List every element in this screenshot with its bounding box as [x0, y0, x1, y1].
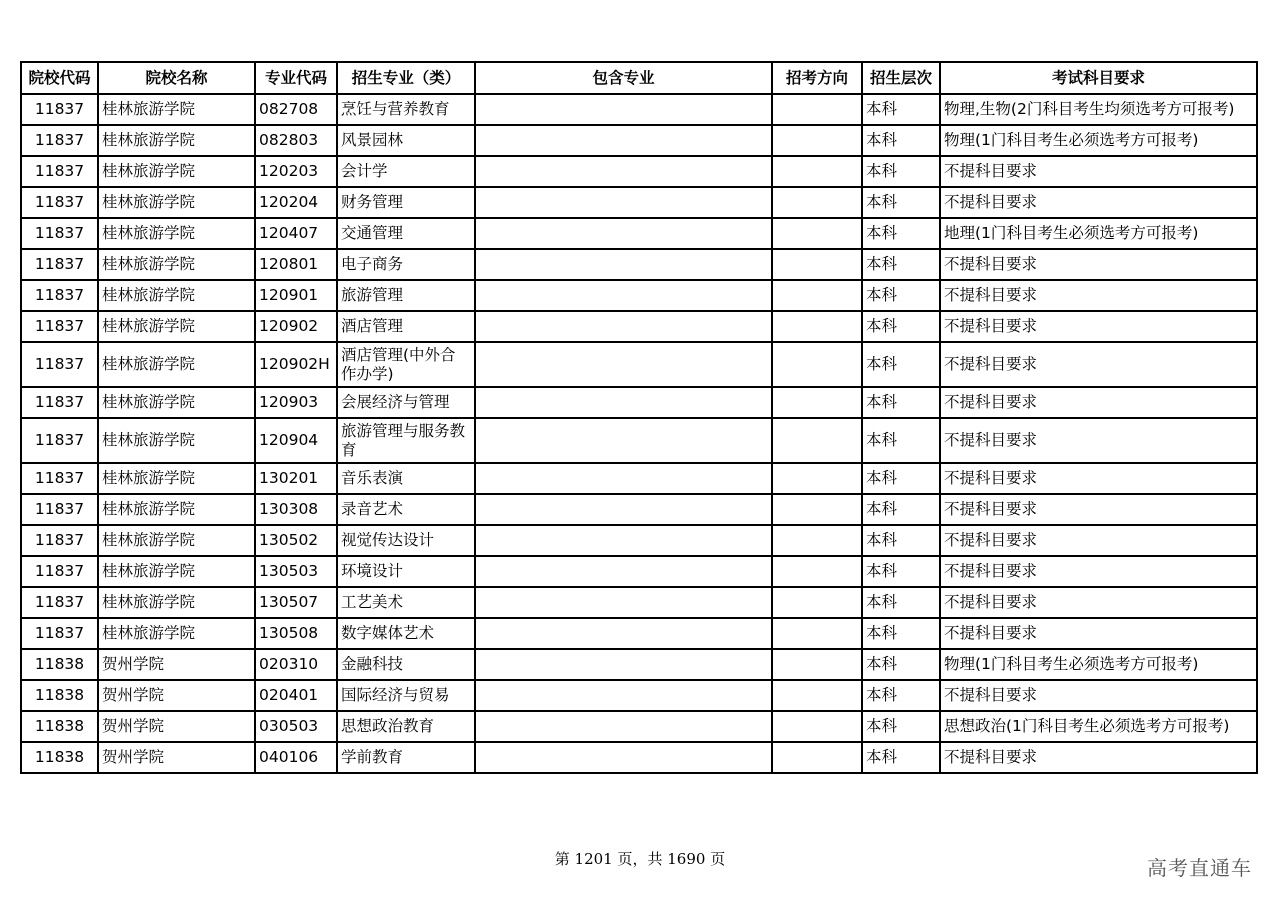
table-row	[21, 94, 1257, 125]
table-row	[21, 711, 1257, 742]
cell-direction	[772, 311, 862, 342]
cell-subject-requirements: 不提科目要求	[940, 587, 1257, 618]
cell-major: 风景园林	[337, 125, 475, 156]
cell-school-code: 11837	[21, 342, 98, 387]
cell-major-code: 020310	[255, 649, 337, 680]
cell-school-name: 贺州学院	[98, 649, 255, 680]
cell-level: 本科	[862, 311, 940, 342]
cell-included-majors	[475, 311, 772, 342]
cell-included-majors	[475, 249, 772, 280]
cell-direction	[772, 463, 862, 494]
cell-school-code: 11837	[21, 463, 98, 494]
cell-subject-requirements: 不提科目要求	[940, 387, 1257, 418]
table-row	[21, 525, 1257, 556]
header-major-code: 专业代码	[255, 62, 337, 94]
cell-direction	[772, 587, 862, 618]
cell-subject-requirements: 不提科目要求	[940, 463, 1257, 494]
cell-subject-requirements: 物理,生物(2门科目考生均须选考方可报考)	[940, 94, 1257, 125]
table-header-row	[21, 62, 1257, 94]
cell-level: 本科	[862, 618, 940, 649]
cell-included-majors	[475, 125, 772, 156]
cell-subject-requirements: 不提科目要求	[940, 249, 1257, 280]
header-level: 招生层次	[862, 62, 940, 94]
cell-level: 本科	[862, 680, 940, 711]
cell-school-name: 贺州学院	[98, 742, 255, 773]
cell-major-code: 130201	[255, 463, 337, 494]
cell-major: 旅游管理与服务教育	[337, 418, 475, 463]
table-row	[21, 463, 1257, 494]
cell-level: 本科	[862, 494, 940, 525]
cell-school-name: 桂林旅游学院	[98, 311, 255, 342]
cell-direction	[772, 387, 862, 418]
cell-included-majors	[475, 94, 772, 125]
cell-major: 旅游管理	[337, 280, 475, 311]
cell-major: 音乐表演	[337, 463, 475, 494]
cell-level: 本科	[862, 742, 940, 773]
cell-included-majors	[475, 280, 772, 311]
cell-level: 本科	[862, 249, 940, 280]
cell-school-code: 11837	[21, 418, 98, 463]
cell-major: 金融科技	[337, 649, 475, 680]
header-school-code: 院校代码	[21, 62, 98, 94]
cell-school-code: 11838	[21, 711, 98, 742]
cell-included-majors	[475, 463, 772, 494]
cell-school-code: 11837	[21, 556, 98, 587]
cell-included-majors	[475, 556, 772, 587]
cell-major: 数字媒体艺术	[337, 618, 475, 649]
cell-school-name: 桂林旅游学院	[98, 525, 255, 556]
cell-major-code: 120902	[255, 311, 337, 342]
cell-direction	[772, 125, 862, 156]
cell-major: 财务管理	[337, 187, 475, 218]
cell-major-code: 120801	[255, 249, 337, 280]
table-row	[21, 187, 1257, 218]
cell-major: 工艺美术	[337, 587, 475, 618]
cell-major: 录音艺术	[337, 494, 475, 525]
cell-direction	[772, 742, 862, 773]
cell-included-majors	[475, 649, 772, 680]
cell-level: 本科	[862, 525, 940, 556]
cell-included-majors	[475, 387, 772, 418]
cell-major-code: 120903	[255, 387, 337, 418]
table-row	[21, 587, 1257, 618]
cell-direction	[772, 218, 862, 249]
cell-included-majors	[475, 494, 772, 525]
cell-school-code: 11837	[21, 280, 98, 311]
cell-major-code: 130507	[255, 587, 337, 618]
cell-direction	[772, 156, 862, 187]
cell-school-code: 11837	[21, 94, 98, 125]
cell-direction	[772, 680, 862, 711]
cell-level: 本科	[862, 342, 940, 387]
cell-major: 思想政治教育	[337, 711, 475, 742]
cell-subject-requirements: 不提科目要求	[940, 742, 1257, 773]
table-row	[21, 556, 1257, 587]
cell-school-name: 贺州学院	[98, 711, 255, 742]
cell-school-code: 11837	[21, 249, 98, 280]
cell-direction	[772, 342, 862, 387]
cell-major: 交通管理	[337, 218, 475, 249]
cell-major: 国际经济与贸易	[337, 680, 475, 711]
cell-major: 会展经济与管理	[337, 387, 475, 418]
cell-subject-requirements: 不提科目要求	[940, 418, 1257, 463]
cell-direction	[772, 556, 862, 587]
cell-school-code: 11837	[21, 125, 98, 156]
cell-school-name: 桂林旅游学院	[98, 387, 255, 418]
header-school-name: 院校名称	[98, 62, 255, 94]
cell-major-code: 130502	[255, 525, 337, 556]
cell-included-majors	[475, 618, 772, 649]
cell-school-name: 桂林旅游学院	[98, 187, 255, 218]
cell-school-code: 11837	[21, 525, 98, 556]
cell-major-code: 040106	[255, 742, 337, 773]
cell-major-code: 130508	[255, 618, 337, 649]
cell-subject-requirements: 不提科目要求	[940, 280, 1257, 311]
cell-subject-requirements: 不提科目要求	[940, 311, 1257, 342]
cell-direction	[772, 94, 862, 125]
cell-included-majors	[475, 680, 772, 711]
cell-major-code: 120901	[255, 280, 337, 311]
cell-level: 本科	[862, 156, 940, 187]
cell-level: 本科	[862, 125, 940, 156]
cell-major-code: 020401	[255, 680, 337, 711]
table-row	[21, 249, 1257, 280]
cell-level: 本科	[862, 218, 940, 249]
cell-major-code: 082803	[255, 125, 337, 156]
cell-major-code: 120902H	[255, 342, 337, 387]
cell-major: 烹饪与营养教育	[337, 94, 475, 125]
cell-level: 本科	[862, 94, 940, 125]
table-row	[21, 218, 1257, 249]
cell-school-code: 11837	[21, 311, 98, 342]
cell-major-code: 082708	[255, 94, 337, 125]
cell-included-majors	[475, 525, 772, 556]
cell-major-code: 120407	[255, 218, 337, 249]
cell-school-code: 11838	[21, 649, 98, 680]
cell-subject-requirements: 思想政治(1门科目考生必须选考方可报考)	[940, 711, 1257, 742]
cell-subject-requirements: 物理(1门科目考生必须选考方可报考)	[940, 125, 1257, 156]
cell-major-code: 120904	[255, 418, 337, 463]
cell-school-name: 桂林旅游学院	[98, 94, 255, 125]
cell-school-name: 桂林旅游学院	[98, 249, 255, 280]
table-row	[21, 418, 1257, 463]
cell-level: 本科	[862, 418, 940, 463]
cell-major-code: 120203	[255, 156, 337, 187]
cell-included-majors	[475, 587, 772, 618]
cell-school-name: 桂林旅游学院	[98, 463, 255, 494]
cell-school-code: 11837	[21, 387, 98, 418]
cell-school-name: 桂林旅游学院	[98, 587, 255, 618]
cell-direction	[772, 249, 862, 280]
cell-level: 本科	[862, 463, 940, 494]
header-included-majors: 包含专业	[475, 62, 772, 94]
cell-subject-requirements: 不提科目要求	[940, 494, 1257, 525]
cell-included-majors	[475, 742, 772, 773]
cell-major: 电子商务	[337, 249, 475, 280]
cell-level: 本科	[862, 587, 940, 618]
table-row	[21, 494, 1257, 525]
page-number: 第 1201 页，共 1690 页	[554, 850, 726, 868]
cell-included-majors	[475, 342, 772, 387]
cell-level: 本科	[862, 387, 940, 418]
cell-included-majors	[475, 418, 772, 463]
table-row	[21, 680, 1257, 711]
cell-level: 本科	[862, 711, 940, 742]
cell-included-majors	[475, 156, 772, 187]
cell-direction	[772, 711, 862, 742]
cell-school-code: 11838	[21, 680, 98, 711]
cell-school-code: 11838	[21, 742, 98, 773]
cell-level: 本科	[862, 649, 940, 680]
cell-major-code: 130308	[255, 494, 337, 525]
cell-direction	[772, 418, 862, 463]
table-row	[21, 649, 1257, 680]
table-row	[21, 311, 1257, 342]
cell-level: 本科	[862, 280, 940, 311]
table-row	[21, 387, 1257, 418]
cell-school-name: 桂林旅游学院	[98, 618, 255, 649]
cell-major: 酒店管理	[337, 311, 475, 342]
cell-subject-requirements: 不提科目要求	[940, 156, 1257, 187]
cell-direction	[772, 494, 862, 525]
cell-direction	[772, 649, 862, 680]
header-direction: 招考方向	[772, 62, 862, 94]
cell-subject-requirements: 不提科目要求	[940, 525, 1257, 556]
cell-school-name: 桂林旅游学院	[98, 418, 255, 463]
cell-school-name: 桂林旅游学院	[98, 218, 255, 249]
cell-school-code: 11837	[21, 218, 98, 249]
cell-major-code: 120204	[255, 187, 337, 218]
header-subject-requirements: 考试科目要求	[940, 62, 1257, 94]
cell-major-code: 030503	[255, 711, 337, 742]
table-row	[21, 156, 1257, 187]
cell-subject-requirements: 地理(1门科目考生必须选考方可报考)	[940, 218, 1257, 249]
table-row	[21, 280, 1257, 311]
cell-level: 本科	[862, 187, 940, 218]
cell-level: 本科	[862, 556, 940, 587]
cell-major: 酒店管理(中外合作办学)	[337, 342, 475, 387]
table-row	[21, 618, 1257, 649]
cell-subject-requirements: 不提科目要求	[940, 618, 1257, 649]
cell-school-code: 11837	[21, 494, 98, 525]
cell-included-majors	[475, 711, 772, 742]
admissions-table	[20, 61, 1258, 774]
cell-included-majors	[475, 218, 772, 249]
table-row	[21, 742, 1257, 773]
cell-school-code: 11837	[21, 618, 98, 649]
cell-major: 环境设计	[337, 556, 475, 587]
table-row	[21, 125, 1257, 156]
cell-included-majors	[475, 187, 772, 218]
cell-school-name: 桂林旅游学院	[98, 156, 255, 187]
cell-subject-requirements: 不提科目要求	[940, 680, 1257, 711]
cell-school-name: 桂林旅游学院	[98, 342, 255, 387]
cell-school-name: 贺州学院	[98, 680, 255, 711]
cell-direction	[772, 280, 862, 311]
cell-school-name: 桂林旅游学院	[98, 280, 255, 311]
table-row	[21, 342, 1257, 387]
cell-school-code: 11837	[21, 587, 98, 618]
cell-major-code: 130503	[255, 556, 337, 587]
cell-subject-requirements: 不提科目要求	[940, 342, 1257, 387]
header-major: 招生专业（类）	[337, 62, 475, 94]
cell-school-name: 桂林旅游学院	[98, 556, 255, 587]
cell-school-name: 桂林旅游学院	[98, 494, 255, 525]
cell-major: 视觉传达设计	[337, 525, 475, 556]
cell-direction	[772, 618, 862, 649]
watermark-logo: 高考直通车	[1147, 856, 1252, 880]
cell-subject-requirements: 物理(1门科目考生必须选考方可报考)	[940, 649, 1257, 680]
cell-major: 会计学	[337, 156, 475, 187]
cell-direction	[772, 187, 862, 218]
cell-direction	[772, 525, 862, 556]
cell-school-name: 桂林旅游学院	[98, 125, 255, 156]
cell-subject-requirements: 不提科目要求	[940, 187, 1257, 218]
cell-subject-requirements: 不提科目要求	[940, 556, 1257, 587]
cell-major: 学前教育	[337, 742, 475, 773]
cell-school-code: 11837	[21, 156, 98, 187]
cell-school-code: 11837	[21, 187, 98, 218]
